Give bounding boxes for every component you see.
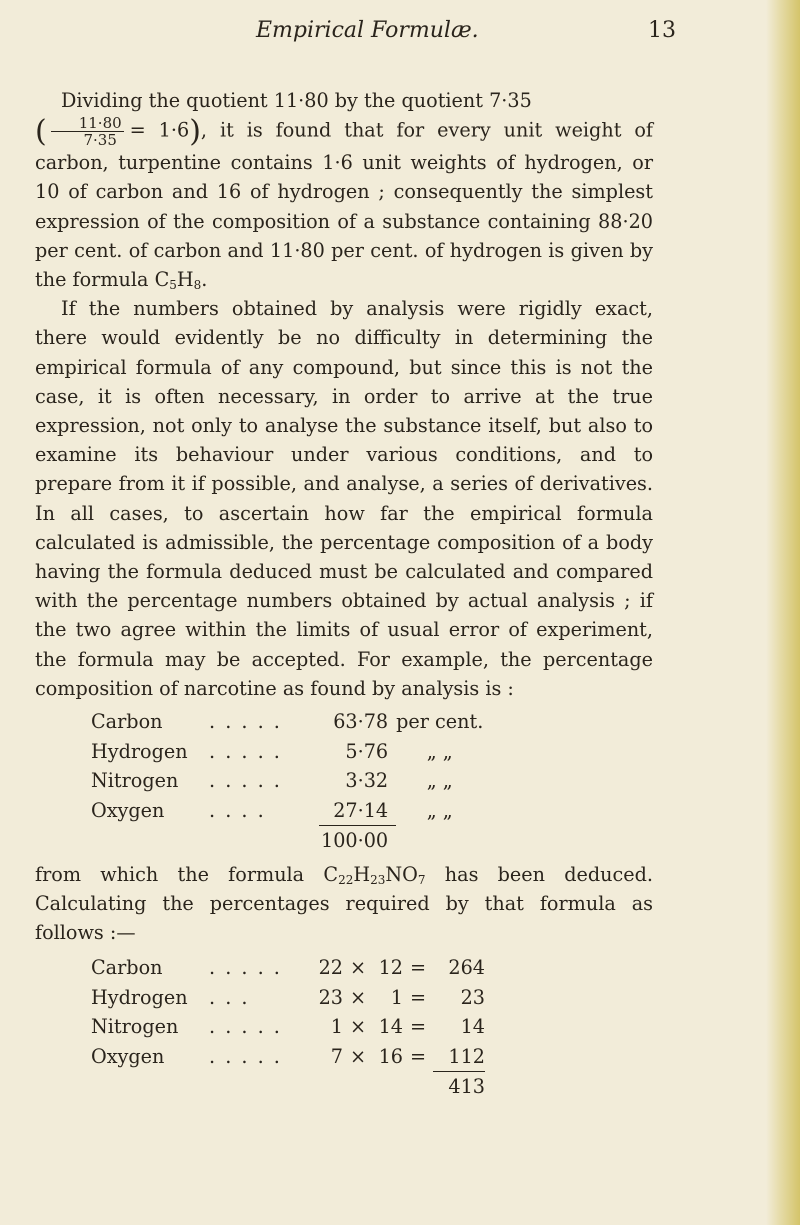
close-paren: ) xyxy=(189,114,201,150)
composition-table xyxy=(91,707,483,856)
element-name: Hydrogen xyxy=(91,985,188,1009)
leader-dots: . . . . . xyxy=(209,956,282,980)
leader-dots: . . . . . xyxy=(209,1015,282,1039)
times-sign: × xyxy=(349,956,367,980)
leader-dots: . . . . xyxy=(209,798,266,822)
fraction xyxy=(51,115,124,148)
composition-row xyxy=(91,737,483,767)
page-body xyxy=(35,86,653,1102)
atom-count: 1 xyxy=(330,1015,343,1039)
equals-sign: = xyxy=(409,985,427,1009)
page-header xyxy=(256,18,676,50)
element-name: Oxygen xyxy=(91,798,165,822)
open-paren: ( xyxy=(35,114,47,150)
para1-intro: Dividing the quotient 11·80 by the quotient 7·35 xyxy=(61,89,532,112)
calculation-table xyxy=(91,953,485,1102)
product-result: 112 xyxy=(433,1042,485,1072)
page-spine-edge xyxy=(766,0,800,1225)
calculation-row xyxy=(91,983,485,1013)
unit: „ „ xyxy=(426,798,453,822)
equals-sign: = xyxy=(409,1015,427,1039)
atom-count: 7 xyxy=(330,1045,343,1069)
page-number: 13 xyxy=(648,18,676,43)
paragraph-1 xyxy=(35,86,653,294)
equals-sign: = xyxy=(409,956,427,980)
fraction-result: = 1·6 xyxy=(129,118,190,142)
calculation-total: 413 xyxy=(448,1075,485,1099)
atom-count: 22 xyxy=(318,956,343,980)
atomic-weight: 1 xyxy=(390,985,403,1009)
product-result: 23 xyxy=(460,985,485,1009)
atomic-weight: 16 xyxy=(378,1045,403,1069)
fraction-numerator: 11·80 xyxy=(51,115,124,132)
product-result: 14 xyxy=(460,1015,485,1039)
element-name: Nitrogen xyxy=(91,1015,179,1039)
atom-count: 23 xyxy=(318,985,343,1009)
atomic-weight: 12 xyxy=(378,956,403,980)
leader-dots: . . . . . xyxy=(209,1045,282,1069)
composition-row xyxy=(91,766,483,796)
percent-value: 63·78 xyxy=(333,710,389,734)
paragraph-2: If the numbers obtained by analysis were rigidly exact, there would evidently be no difficulty in determining the empirical formula of any compound, but since this is not the case, it is often necessary, in order to arrive at the true expression, not only to analyse the substance itself, but also to examine its behaviour under various conditions, and to prepare from it if possible, and analyse, a series of derivatives. In all cases, to ascertain how far the empirical formula calculated is admissible, the percentage composition of a body having the formula deduced must be calculated and compared with the percentage numbers obtained by actual analysis ; if the two agree within the limits of usual error of experiment, the formula may be accepted. For example, the percentage composition of narcotine as found by analysis is : xyxy=(35,297,653,700)
percent-value: 27·14 xyxy=(319,796,396,826)
composition-total: 100·00 xyxy=(321,829,389,853)
leader-dots: . . . xyxy=(209,985,250,1009)
times-sign: × xyxy=(349,985,367,1009)
times-sign: × xyxy=(349,1045,367,1069)
unit: per cent. xyxy=(396,710,484,734)
narcotine-formula: $C_{22}H_{23}NO_7$ xyxy=(323,862,426,887)
unit: „ „ xyxy=(426,739,453,763)
leader-dots: . . . . . xyxy=(209,739,282,763)
leader-dots: . . . . . xyxy=(209,710,282,734)
calculation-row xyxy=(91,1042,485,1072)
percent-value: 5·76 xyxy=(345,739,389,763)
running-title: Empirical Formulæ. xyxy=(256,18,479,43)
atomic-weight: 14 xyxy=(378,1015,403,1039)
composition-row xyxy=(91,707,483,737)
para3-before: from which the formula xyxy=(35,862,324,886)
paragraph-3 xyxy=(35,860,653,948)
product-result: 264 xyxy=(448,956,485,980)
formula-c5h8: $C_5H_8$. xyxy=(154,268,208,293)
times-sign: × xyxy=(349,1015,367,1039)
element-name: Hydrogen xyxy=(91,739,188,763)
element-name: Oxygen xyxy=(91,1045,165,1069)
element-name: Carbon xyxy=(91,710,163,734)
percent-value: 3·32 xyxy=(345,769,389,793)
fraction-denominator: 7·35 xyxy=(83,131,117,150)
para3-after: has been deduced. Calculating the percentages required by that formula as follows :— xyxy=(35,862,653,944)
leader-dots: . . . . . xyxy=(209,769,282,793)
element-name: Carbon xyxy=(91,956,163,980)
unit: „ „ xyxy=(426,769,453,793)
calculation-total-row xyxy=(91,1072,485,1102)
equals-sign: = xyxy=(409,1045,427,1069)
composition-total-row xyxy=(91,826,483,856)
composition-row xyxy=(91,796,483,826)
calculation-row xyxy=(91,1012,485,1042)
para1-body: , it is found that for every unit weight of carbon, turpentine contains 1·6 unit weights of hydrogen, or 10 of carbon and 16 of hydrogen ; consequently the simplest expression of the composition of a substance containing 88·20 per cent. of carbon and 11·80 per cent. of hydrogen is given by the formula xyxy=(35,118,653,292)
calculation-row xyxy=(91,953,485,983)
element-name: Nitrogen xyxy=(91,769,179,793)
